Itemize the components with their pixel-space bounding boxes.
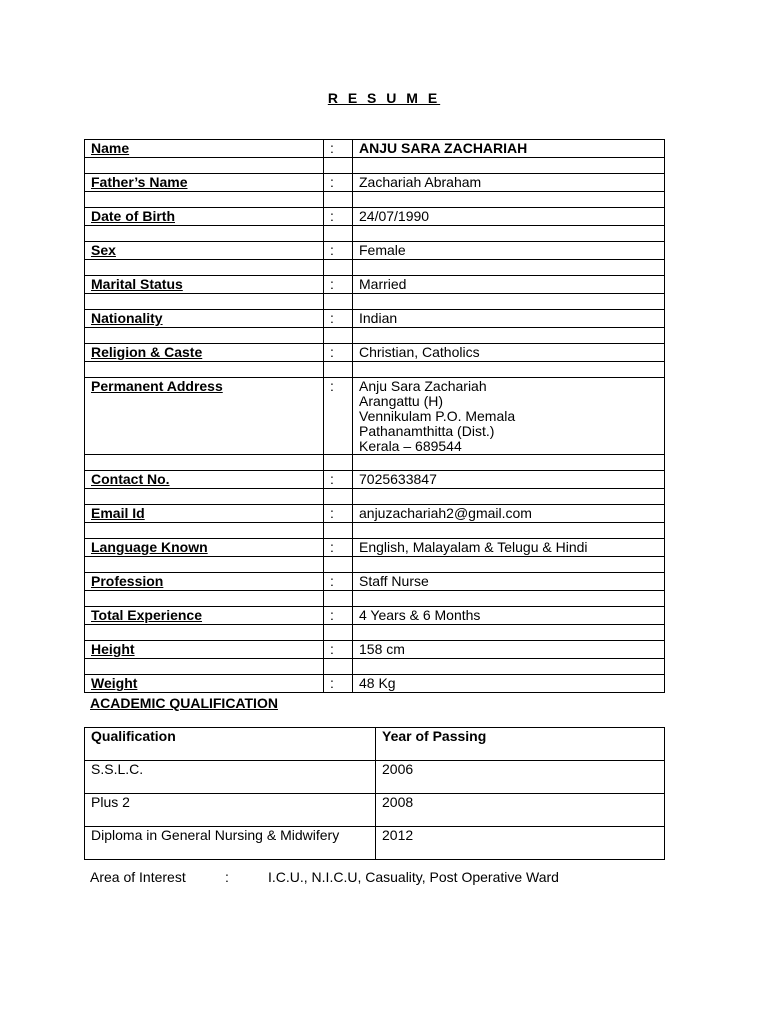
- resume-title: R E S U M E: [327, 90, 441, 106]
- field-value: Staff Nurse: [353, 573, 665, 591]
- separator: :: [324, 310, 353, 328]
- table-row: [85, 794, 665, 827]
- table-row: [85, 607, 665, 625]
- field-value: 4 Years & 6 Months: [353, 607, 665, 625]
- field-value: Zachariah Abraham: [353, 174, 665, 192]
- field-value: anjuzachariah2@gmail.com: [353, 505, 665, 523]
- field-label: Date of Birth: [85, 208, 324, 226]
- separator: :: [324, 276, 353, 294]
- separator: :: [324, 471, 353, 489]
- column-header: Qualification: [85, 728, 376, 761]
- table-row: [85, 140, 665, 158]
- interest-label: Area of Interest: [90, 869, 186, 885]
- separator: :: [324, 242, 353, 260]
- table-row: [85, 641, 665, 659]
- table-row: [85, 573, 665, 591]
- interest-separator: :: [225, 869, 229, 885]
- separator: :: [324, 174, 353, 192]
- separator: :: [324, 641, 353, 659]
- field-label: Religion & Caste: [85, 344, 324, 362]
- table-cell: 2006: [376, 761, 665, 794]
- address-line: Kerala – 689544: [359, 438, 462, 454]
- table-row: [85, 471, 665, 489]
- field-label: Contact No.: [85, 471, 324, 489]
- field-label: Weight: [85, 675, 324, 693]
- table-row: [85, 344, 665, 362]
- field-label: Sex: [85, 242, 324, 260]
- academic-heading: ACADEMIC QUALIFICATION: [90, 695, 278, 711]
- address-value: [353, 378, 665, 455]
- table-cell: Plus 2: [85, 794, 376, 827]
- table-row: [85, 827, 665, 860]
- table-cell: S.S.L.C.: [85, 761, 376, 794]
- table-row: [85, 242, 665, 260]
- field-label: Language Known: [85, 539, 324, 557]
- field-value: 48 Kg: [353, 675, 665, 693]
- field-value: Female: [353, 242, 665, 260]
- separator: :: [324, 208, 353, 226]
- table-row: [85, 505, 665, 523]
- address-line: Vennikulam P.O. Memala: [359, 408, 516, 424]
- separator: :: [324, 344, 353, 362]
- field-value: 158 cm: [353, 641, 665, 659]
- field-label: Name: [85, 140, 324, 158]
- interest-value: I.C.U., N.I.C.U, Casuality, Post Operative Ward: [268, 869, 559, 885]
- separator: :: [324, 378, 353, 455]
- field-value: English, Malayalam & Telugu & Hindi: [353, 539, 665, 557]
- field-value: ANJU SARA ZACHARIAH: [353, 140, 665, 158]
- table-row: [85, 761, 665, 794]
- table-header-row: [85, 728, 665, 761]
- field-label: Height: [85, 641, 324, 659]
- table-row: [85, 675, 665, 693]
- table-row: [85, 539, 665, 557]
- field-label: Total Experience: [85, 607, 324, 625]
- address-line: Arangattu (H): [359, 393, 444, 409]
- table-row: [85, 276, 665, 294]
- separator: :: [324, 675, 353, 693]
- table-row: [85, 378, 665, 455]
- field-value: Indian: [353, 310, 665, 328]
- field-label: Marital Status: [85, 276, 324, 294]
- table-cell: Diploma in General Nursing & Midwifery: [85, 827, 376, 860]
- separator: :: [324, 539, 353, 557]
- table-cell: 2008: [376, 794, 665, 827]
- separator: :: [324, 140, 353, 158]
- field-label: Email Id: [85, 505, 324, 523]
- field-label: Profession: [85, 573, 324, 591]
- field-value: Christian, Catholics: [353, 344, 665, 362]
- address-line: Anju Sara Zachariah: [359, 378, 487, 394]
- separator: :: [324, 573, 353, 591]
- field-label: Father’s Name: [85, 174, 324, 192]
- address-line: Pathanamthitta (Dist.): [359, 423, 495, 439]
- field-value: Married: [353, 276, 665, 294]
- table-row: [85, 174, 665, 192]
- separator: :: [324, 607, 353, 625]
- field-label: Nationality: [85, 310, 324, 328]
- separator: :: [324, 505, 353, 523]
- field-value: 24/07/1990: [353, 208, 665, 226]
- table-cell: 2012: [376, 827, 665, 860]
- table-row: [85, 208, 665, 226]
- field-value: 7025633847: [353, 471, 665, 489]
- academic-table: [84, 727, 665, 860]
- field-label: Permanent Address: [85, 378, 324, 455]
- column-header: Year of Passing: [376, 728, 665, 761]
- table-row: [85, 310, 665, 328]
- personal-details-table: [84, 139, 665, 693]
